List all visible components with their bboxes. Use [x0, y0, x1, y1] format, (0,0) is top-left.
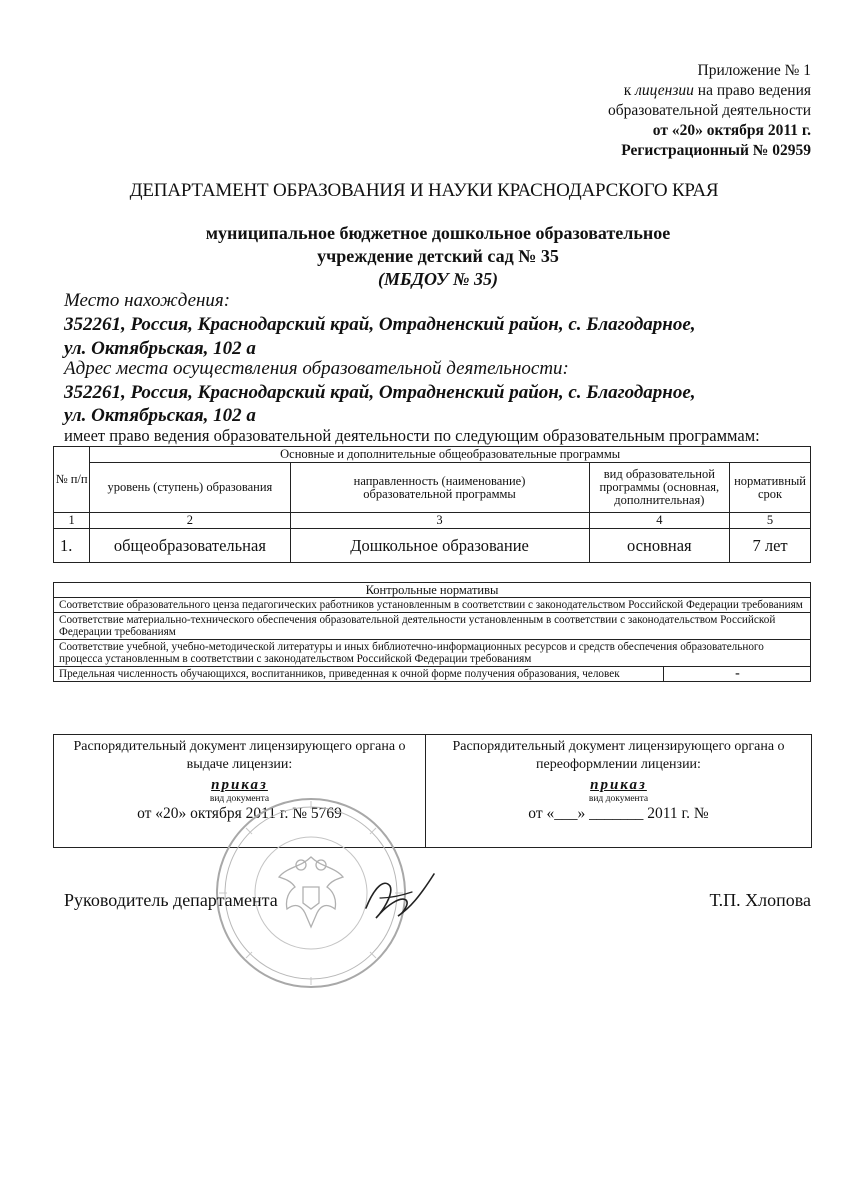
department-title: ДЕПАРТАМЕНТ ОБРАЗОВАНИЯ И НАУКИ КРАСНОДАРСКОГО КРАЯ	[129, 180, 719, 201]
activity-line: образовательной деятельности	[607, 102, 811, 119]
col-number: 4	[589, 513, 730, 529]
col-num-header: № п/п	[54, 447, 90, 513]
signatory-name: Т.П. Хлопова	[709, 890, 811, 910]
reissue-doc-type	[426, 776, 811, 804]
max-students-label: Предельная численность обучающихся, воспитанников, приведенная к очной форме получения образования, человек	[54, 667, 664, 682]
reissue-decision-text: Распорядительный документ лицензирующего органа о переоформлении лицензии:	[452, 739, 785, 772]
location-value-line1: 352261, Россия, Краснодарский край, Отрадненский район, с. Благодарное,	[64, 314, 696, 335]
control-norm-row: Соответствие материально-технического обеспечения образовательной деятельности установленным в соответствии с законодательством Российской Федерации требованиям	[54, 613, 811, 640]
row-direction: Дошкольное образование	[290, 529, 589, 563]
row-num: 1.	[54, 529, 90, 563]
decision-documents	[53, 734, 812, 848]
col-number: 2	[90, 513, 290, 529]
activity-address-line2: ул. Октябрьская, 102 а	[64, 405, 256, 426]
programs-intro: имеет право ведения образовательной деятельности по следующим образовательным программам:	[64, 426, 760, 445]
reissue-decision-date: от «___» _______ 2011 г. №	[528, 805, 709, 822]
activity-address-line1: 352261, Россия, Краснодарский край, Отрадненский район, с. Благодарное,	[64, 382, 696, 403]
reissue-doc-type-caption: вид документа	[588, 794, 649, 804]
license-reference: к лицензии на право ведения	[623, 82, 811, 99]
location-value-line2: ул. Октябрьская, 102 а	[64, 338, 256, 359]
issue-doc-type-word: приказ	[211, 777, 268, 793]
location-label: Место нахождения:	[64, 290, 231, 311]
row-type: основная	[589, 529, 730, 563]
col-level-header: уровень (ступень) образования	[90, 463, 290, 513]
institution-abbreviation: (МБДОУ № 35)	[378, 269, 498, 289]
reissue-doc-type-word: приказ	[590, 777, 647, 793]
control-norms-header: Контрольные нормативы	[54, 583, 811, 598]
col-type-header: вид образовательной программы (основная, дополнительная)	[589, 463, 730, 513]
issue-decision-text: Распорядительный документ лицензирующего органа о выдаче лицензии:	[73, 739, 406, 772]
institution-name-line2: учреждение детский сад № 35	[317, 246, 559, 266]
registration-number: Регистрационный № 02959	[621, 142, 811, 159]
license-word: лицензии	[635, 82, 694, 99]
control-norms-table	[53, 582, 811, 682]
row-level: общеобразовательная	[90, 529, 290, 563]
col-direction-header: направленность (наименование) образовательной программы	[290, 463, 589, 513]
programs-table	[53, 446, 811, 563]
col-number: 3	[290, 513, 589, 529]
max-students-value: -	[664, 667, 811, 682]
activity-address-label: Адрес места осуществления образовательной деятельности:	[64, 358, 569, 379]
row-term: 7 лет	[730, 529, 811, 563]
reissue-decision	[426, 735, 811, 847]
table-row	[54, 529, 811, 563]
appendix-number: Приложение № 1	[697, 62, 811, 79]
license-date: от «20» октября 2011 г.	[652, 122, 811, 139]
issue-doc-type-caption: вид документа	[209, 794, 270, 804]
institution-name-line1: муниципальное бюджетное дошкольное образовательное	[205, 223, 671, 243]
col-number: 5	[730, 513, 811, 529]
control-norm-row: Соответствие учебной, учебно-методической литературы и иных библиотечно-информационных ресурсов и средств обеспечения образовательного процесса установленным в соответствии с законодательством Российской Федерации требованиям	[54, 640, 811, 667]
col-term-header: нормативный срок	[730, 463, 811, 513]
control-norm-row: Соответствие образовательного ценза педагогических работников установленным в соответствии с законодательством Российской Федерации требованиям	[54, 598, 811, 613]
issue-decision-date: от «20» октября 2011 г. № 5769	[137, 805, 342, 822]
col-number: 1	[54, 513, 90, 529]
signature-icon	[360, 868, 440, 928]
programs-group-header: Основные и дополнительные общеобразовательные программы	[90, 447, 811, 463]
signatory-position: Руководитель департамента	[64, 890, 278, 910]
